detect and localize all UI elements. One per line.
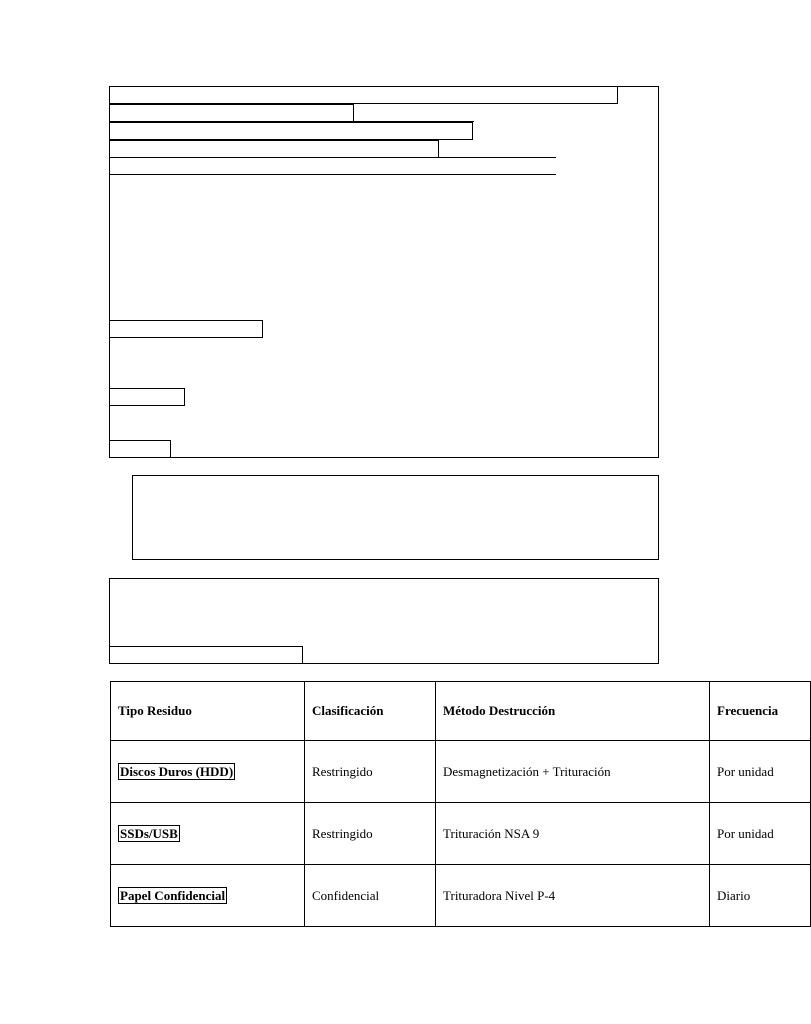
cell-clasificacion: Confidencial (305, 865, 436, 927)
cell-metodo: Trituración NSA 9 (436, 803, 710, 865)
tipo-label: Papel Confidencial (120, 888, 226, 903)
tipo-label: SSDs/USB (120, 826, 178, 841)
cell-clasificacion: Restringido (305, 803, 436, 865)
header-field-row-1 (109, 86, 618, 104)
header-label-box-c (109, 440, 171, 458)
waste-table-container (110, 681, 779, 927)
header-label-box-b (109, 388, 185, 406)
note-panel (132, 475, 659, 560)
table-row (111, 865, 811, 927)
info-panel-label-box (109, 646, 303, 664)
column-header-metodo: Método Destrucción (436, 682, 710, 741)
cell-metodo: Trituradora Nivel P-4 (436, 865, 710, 927)
column-header-tipo: Tipo Residuo (111, 682, 305, 741)
cell-tipo (111, 865, 305, 927)
header-field-row-4-right-line (439, 157, 556, 158)
header-field-row-3 (109, 122, 473, 140)
header-field-row-4-left (109, 140, 439, 158)
column-header-frecuencia: Frecuencia (710, 682, 811, 741)
cell-frecuencia: Por unidad (710, 803, 811, 865)
header-field-row-2-left (109, 104, 354, 122)
cell-frecuencia: Diario (710, 865, 811, 927)
cell-tipo (111, 741, 305, 803)
column-header-clasificacion: Clasificación (305, 682, 436, 741)
table-header-row (111, 682, 811, 741)
cell-frecuencia: Por unidad (710, 741, 811, 803)
header-label-box-a (109, 320, 263, 338)
cell-metodo: Desmagnetización + Trituración (436, 741, 710, 803)
table-row (111, 803, 811, 865)
cell-clasificacion: Restringido (305, 741, 436, 803)
header-field-row-5-line (109, 174, 556, 175)
waste-destruction-table (110, 681, 811, 927)
cell-tipo (111, 803, 305, 865)
tipo-label: Discos Duros (HDD) (120, 764, 234, 779)
table-row (111, 741, 811, 803)
